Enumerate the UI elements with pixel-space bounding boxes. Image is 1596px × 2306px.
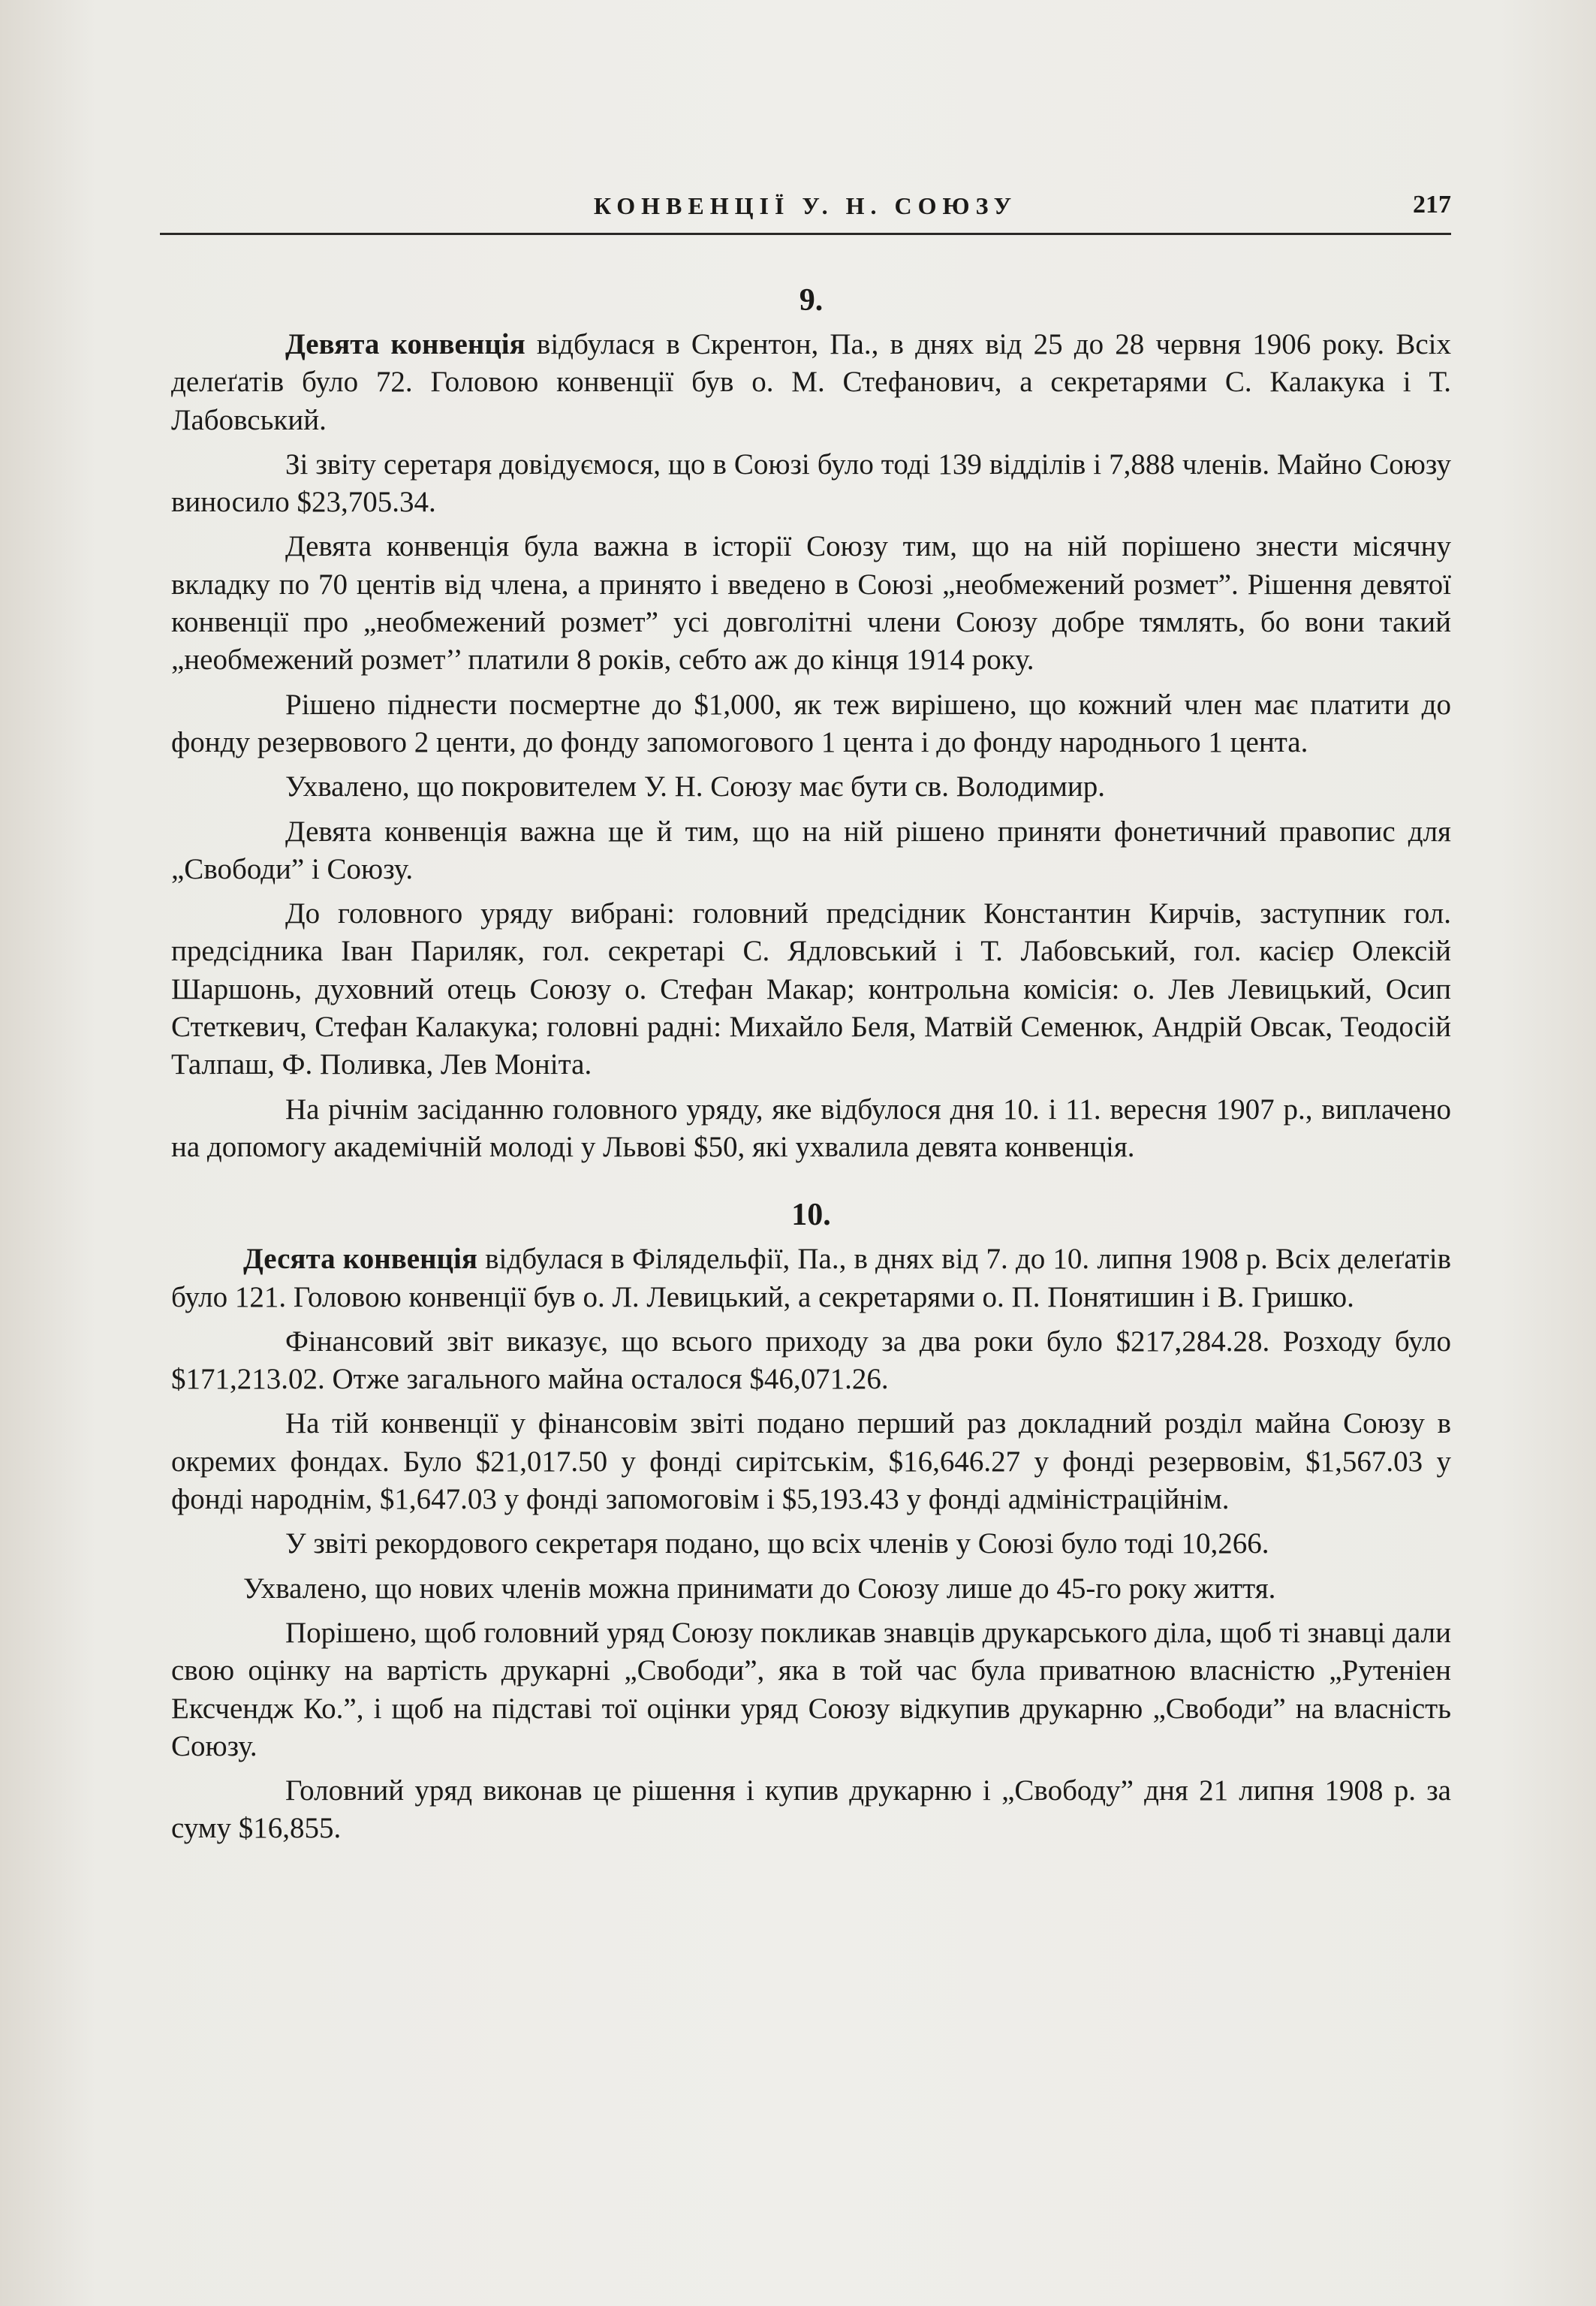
- paragraph: [171, 528, 1451, 679]
- paragraph-text: На тій конвенції у фінансовім звіті подано перший раз докладний розділ майна Союзу в окремих фондах. Було $21,017.50 у фонді сирітськім, $16,646.27 у фонді резервовім, $1,567.03 у фонді народнім, $1,647.03 у фонді запомоговім і $5,193.43 у фонді адміністраційнім.: [171, 1407, 1451, 1516]
- paragraph-text: Зі звіту серетаря довідуємося, що в Союзі було тоді 139 відділів і 7,888 членів. Майно Союзу виносило $23,705.34.: [171, 448, 1451, 519]
- paragraph: [171, 1405, 1451, 1518]
- paragraph: [171, 1323, 1451, 1399]
- paragraph: [171, 1614, 1451, 1765]
- paragraph-text: Ухвалено, що покровителем У. Н. Союзу має бути св. Володимир.: [285, 770, 1106, 803]
- paragraph: [171, 1772, 1451, 1848]
- paragraph-text: До головного уряду вибрані: головний предсідник Константин Кирчів, заступник гол. предсідника Іван Париляк, гол. секретарі С. Ядловський і Т. Лабовський, гол. касієр Олексій Шаршонь, духовний отець Союзу о. Стефан Макар; контрольна комісія: о. Лев Левицький, Осип Стеткевич, Стефан Калакука; головні радні: Михайло Беля, Матвій Семенюк, Андрій Овсак, Теодосій Талпаш, Ф. Поливка, Лев Моніта.: [171, 897, 1451, 1081]
- lead-in: Девята конвенція: [285, 328, 525, 360]
- running-head: КОНВЕНЦІЇ У. Н. СОЮЗУ: [593, 192, 1018, 219]
- paragraph-text: Девята конвенція важна ще й тим, що на ній рішено приняти фонетичний правопис для „Свободи” і Союзу.: [171, 815, 1451, 885]
- paragraph-text: Ухвалено, що нових членів можна принимати до Союзу лише до 45-го року життя.: [243, 1572, 1276, 1605]
- paragraph-text: У звіті рекордового секретаря подано, що всіх членів у Союзі було тоді 10,266.: [285, 1527, 1269, 1560]
- page-header: [160, 188, 1451, 235]
- paragraph: [171, 686, 1451, 762]
- section-10: [171, 1194, 1451, 1847]
- section-number: 10.: [791, 1198, 831, 1233]
- paragraph: [171, 768, 1451, 806]
- paragraph-text: Рішено піднести посмертне до $1,000, як теж вирішено, що кожний член має платити до фонду резервового 2 центи, до фонду запомогового 1 цента і до фонду народнього 1 цента.: [171, 688, 1451, 758]
- paragraph-text: Фінансовий звіт виказує, що всього приходу за два роки було $217,284.28. Розходу було $171,213.02. Отже загального майна осталося $46,071.26.: [171, 1325, 1451, 1396]
- paragraph: [171, 1091, 1451, 1167]
- paragraph: [171, 813, 1451, 889]
- paragraph-text: Девята конвенція була важна в історії Союзу тим, що на ній порішено знести місячну вкладку по 70 центів від члена, а принято і введено в Союзі „необмежений розмет”. Рішення девятої конвенції про „необмежений розмет” усі довголітні члени Союзу добре тямлять, бо вони такий „необмежений розмет’’ платили 8 років, себто аж до кінця 1914 року.: [171, 530, 1451, 677]
- paragraph-text: відбулася в Скрентон, Па., в днях від 25 до 28 червня 1906 року. Всіх делеґатів було 72. Головою конвенції був о. М. Стефанович, а секретарями С. Калакука і Т. Лабовський.: [171, 328, 1451, 436]
- page-number: 217: [1413, 191, 1451, 219]
- paragraph: [171, 446, 1451, 522]
- paragraph: [171, 895, 1451, 1084]
- paragraph-text: Порішено, щоб головний уряд Союзу покликав знавців друкарського діла, щоб ті знавці дали свою оцінку на вартість друкарні „Свободи”, яка в той час була приватною власністю „Рутеніен Ексчендж Ко.”, і щоб на підставі тої оцінки уряд Союзу відкупив друкарню „Свободи” на власність Союзу.: [171, 1616, 1451, 1762]
- section-number: 9.: [799, 283, 824, 318]
- section-spacer: [171, 1173, 1451, 1194]
- paragraph-text: Головний уряд виконав це рішення і купив друкарню і „Свободу” дня 21 липня 1908 р. за суму $16,855.: [171, 1774, 1451, 1845]
- paragraph: [171, 1525, 1451, 1563]
- section-9: [171, 279, 1451, 1166]
- paragraph-text: відбулася в Філядельфії, Па., в днях від 7. до 10. липня 1908 р. Всіх делеґатів було 121. Головою конвенції був о. Л. Левицький, а секретарями о. П. Понятишин і В. Гришко.: [171, 1243, 1452, 1313]
- paragraph: [171, 1240, 1451, 1316]
- paragraph-text: На річнім засіданню головного уряду, яке відбулося дня 10. і 11. вересня 1907 р., виплачено на допомогу академічній молоді у Львові $50, які ухвалила девята конвенція.: [171, 1093, 1451, 1163]
- paragraph: [171, 1570, 1451, 1608]
- lead-in: Десята конвенція: [243, 1243, 477, 1276]
- paragraph: [171, 326, 1451, 439]
- page-body: [171, 279, 1451, 1855]
